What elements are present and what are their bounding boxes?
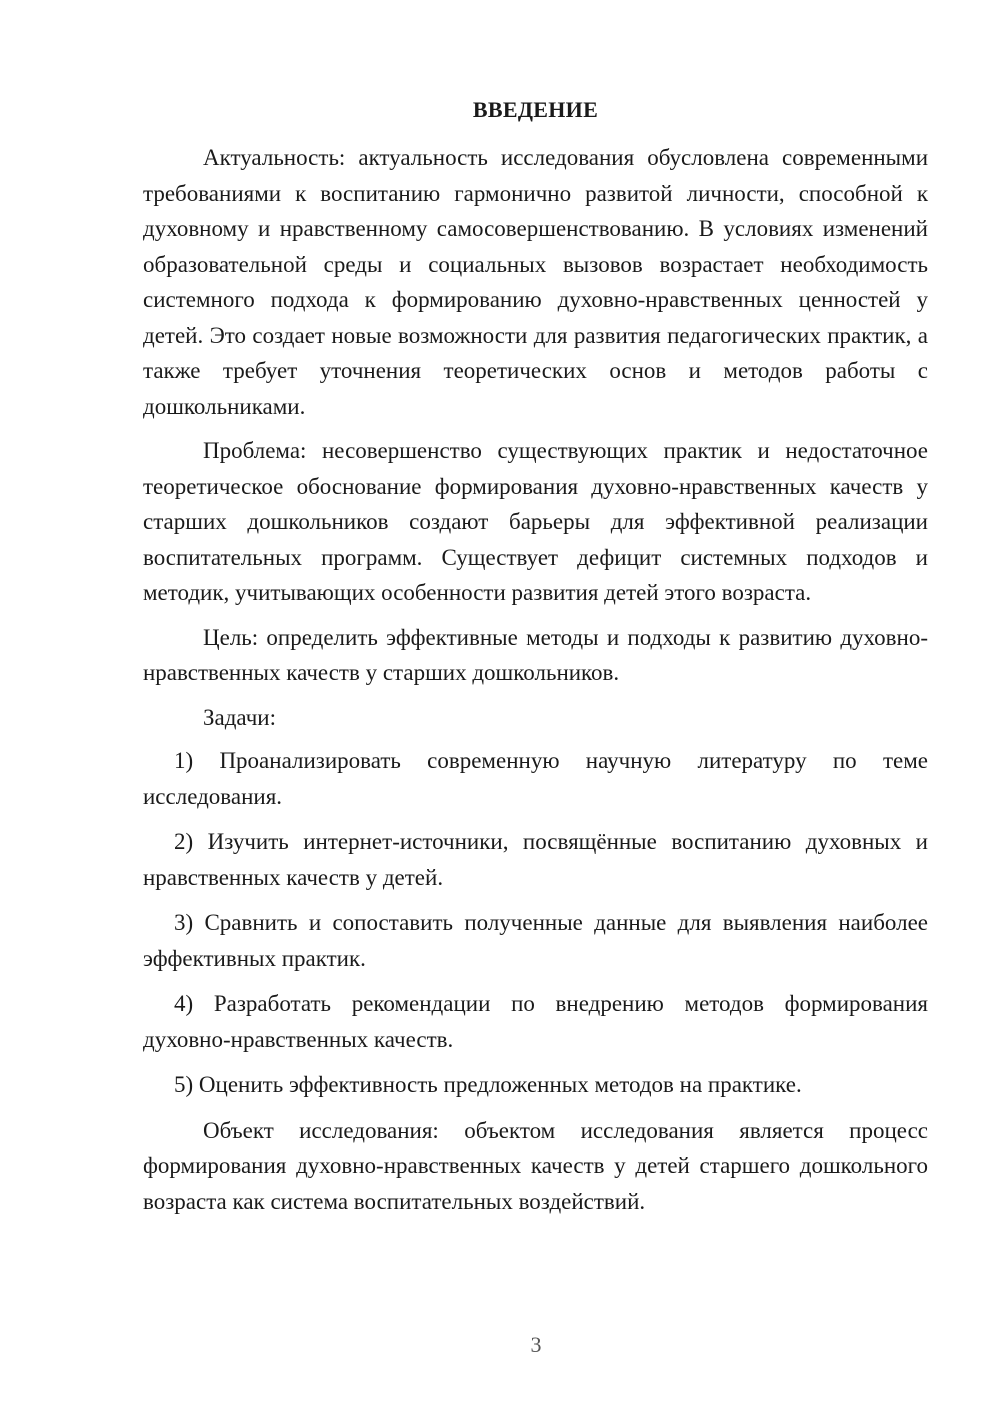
paragraph-goal: Цель: определить эффективные методы и подходы к развитию духовно-нравственных качеств у старших дошкольников. [143, 624, 928, 685]
section-heading: ВВЕДЕНИЕ [472, 97, 599, 122]
task-item-2: 2) Изучить интернет-источники, посвящённые воспитанию духовных и нравственных качеств у детей. [143, 829, 928, 890]
task-item-3: 3) Сравнить и сопоставить полученные данные для выявления наиболее эффективных практик. [143, 910, 928, 971]
page-body [143, 94, 928, 1228]
paragraph-problem: Проблема: несовершенство существующих практик и недостаточное теоретическое обоснование формирования духовно-нравственных качеств у старших дошкольников создают барьеры для эффективной реализации воспитательных программ. Существует дефицит системных подходов и методик, учитывающих особенности развития детей этого возраста. [143, 438, 928, 605]
task-item-5: 5) Оценить эффективность предложенных методов на практике. [174, 1072, 802, 1097]
task-item-1: 1) Проанализировать современную научную литературу по теме исследования. [143, 748, 928, 809]
task-item-4: 4) Разработать рекомендации по внедрению методов формирования духовно-нравственных качеств. [143, 991, 928, 1052]
paragraph-object: Объект исследования: объектом исследования является процесс формирования духовно-нравственных качеств у детей старшего дошкольного возраста как система воспитательных воздействий. [143, 1117, 928, 1214]
page-number: 3 [530, 1332, 542, 1357]
paragraph-relevance: Актуальность: актуальность исследования обусловлена современными требованиями к воспитанию гармонично развитой личности, способной к духовному и нравственному самосовершенствованию. В условиях изменений образовательной среды и социальных вызовов возрастает необходимость системного подхода к формированию духовно-нравственных ценностей у детей. Это создает новые возможности для развития педагогических практик, а также требует уточнения теоретических основ и методов работы с дошкольниками. [143, 145, 928, 419]
tasks-label: Задачи: [203, 704, 276, 730]
